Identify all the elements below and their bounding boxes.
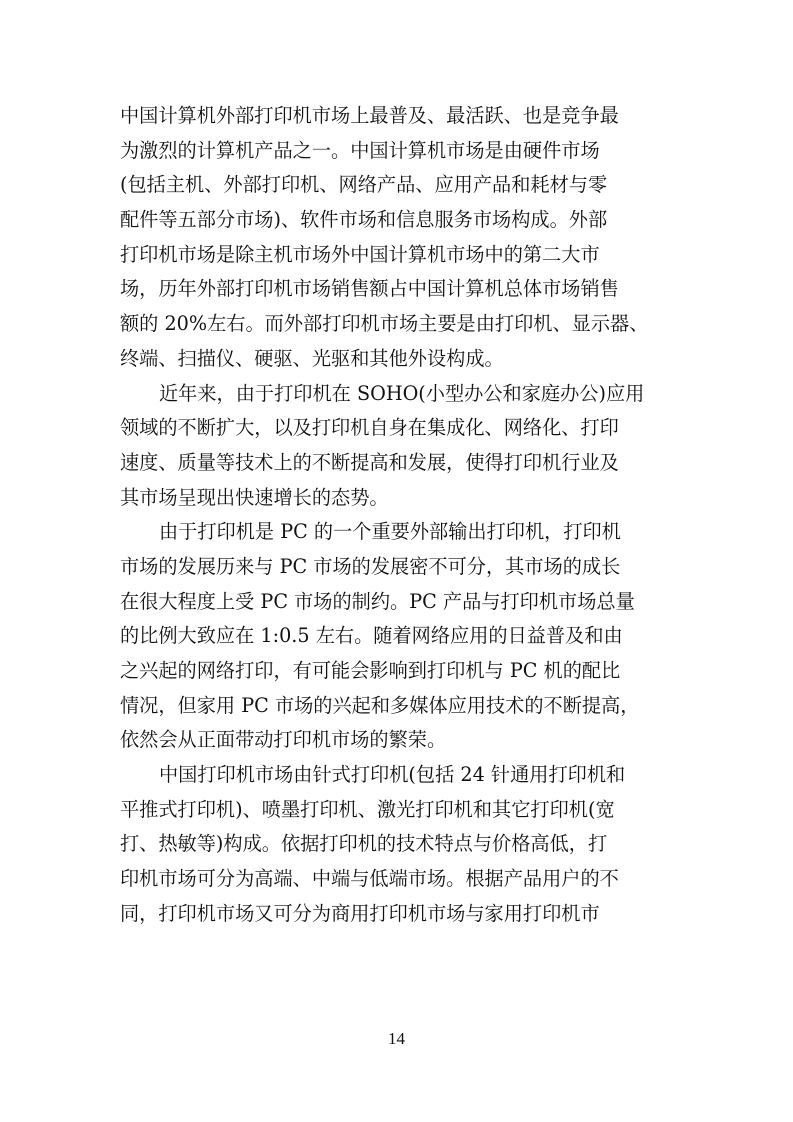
text-line: 其市场呈现出快速增长的态势。	[120, 485, 389, 509]
text-line: 印机市场可分为高端、中端与低端市场。根据产品用户的不	[120, 867, 619, 891]
paragraph-1	[120, 99, 678, 377]
paragraph-2	[120, 377, 678, 516]
text-line: 同，打印机市场又可分为商用打印机市场与家用打印机市	[120, 901, 600, 925]
paragraph-4	[120, 758, 678, 931]
text-line: 为激烈的计算机产品之一。中国计算机市场是由硬件市场	[120, 138, 600, 162]
text-line: 由于打印机是 PC 的一个重要外部输出打印机，打印机	[159, 520, 621, 544]
text-line: 额的 20%左右。而外部打印机市场主要是由打印机、显示器、	[120, 312, 649, 336]
page-number: 14	[388, 1029, 405, 1048]
text-line: 终端、扫描仪、硬驱、光驱和其他外设构成。	[120, 346, 504, 370]
text-line: 之兴起的网络打印，有可能会影响到打印机与 PC 机的配比	[120, 659, 621, 682]
text-line: 近年来，由于打印机在 SOHO(小型办公和家庭办公)应用	[159, 381, 645, 405]
text-line: 情况，但家用 PC 市场的兴起和多媒体应用技术的不断提高，	[120, 693, 640, 717]
text-line: 依然会从正面带动打印机市场的繁荣。	[120, 728, 447, 752]
text-line: 打印机市场是除主机市场外中国计算机市场中的第二大市	[120, 242, 600, 266]
text-line: 中国打印机市场由针式打印机(包括 24 针通用打印机和	[159, 763, 626, 787]
text-line: 的比例大致应在 1:0.5 左右。随着网络应用的日益普及和由	[120, 624, 623, 648]
text-line: 中国计算机外部打印机市场上最普及、最活跃、也是竞争最	[120, 104, 619, 127]
text-line: 场，历年外部打印机市场销售额占中国计算机总体市场销售	[120, 277, 619, 301]
paragraph-3	[120, 515, 678, 758]
text-line: 速度、质量等技术上的不断提高和发展，使得打印机行业及	[120, 450, 619, 474]
text-line: 领域的不断扩大，以及打印机自身在集成化、网络化、打印	[120, 416, 619, 440]
text-line: 市场的发展历来与 PC 市场的发展密不可分，其市场的成长	[120, 554, 621, 578]
text-line: 平推式打印机)、喷墨打印机、激光打印机和其它打印机(宽	[120, 797, 615, 821]
text-line: 打、热敏等)构成。依据打印机的技术特点与价格高低，打	[120, 832, 608, 856]
body-text	[120, 99, 678, 932]
text-line: 配件等五部分市场)、软件市场和信息服务市场构成。外部	[120, 208, 608, 232]
text-line: 在很大程度上受 PC 市场的制约。PC 产品与打印机市场总量	[120, 589, 635, 613]
text-line: (包括主机、外部打印机、网络产品、应用产品和耗材与零	[120, 173, 608, 197]
